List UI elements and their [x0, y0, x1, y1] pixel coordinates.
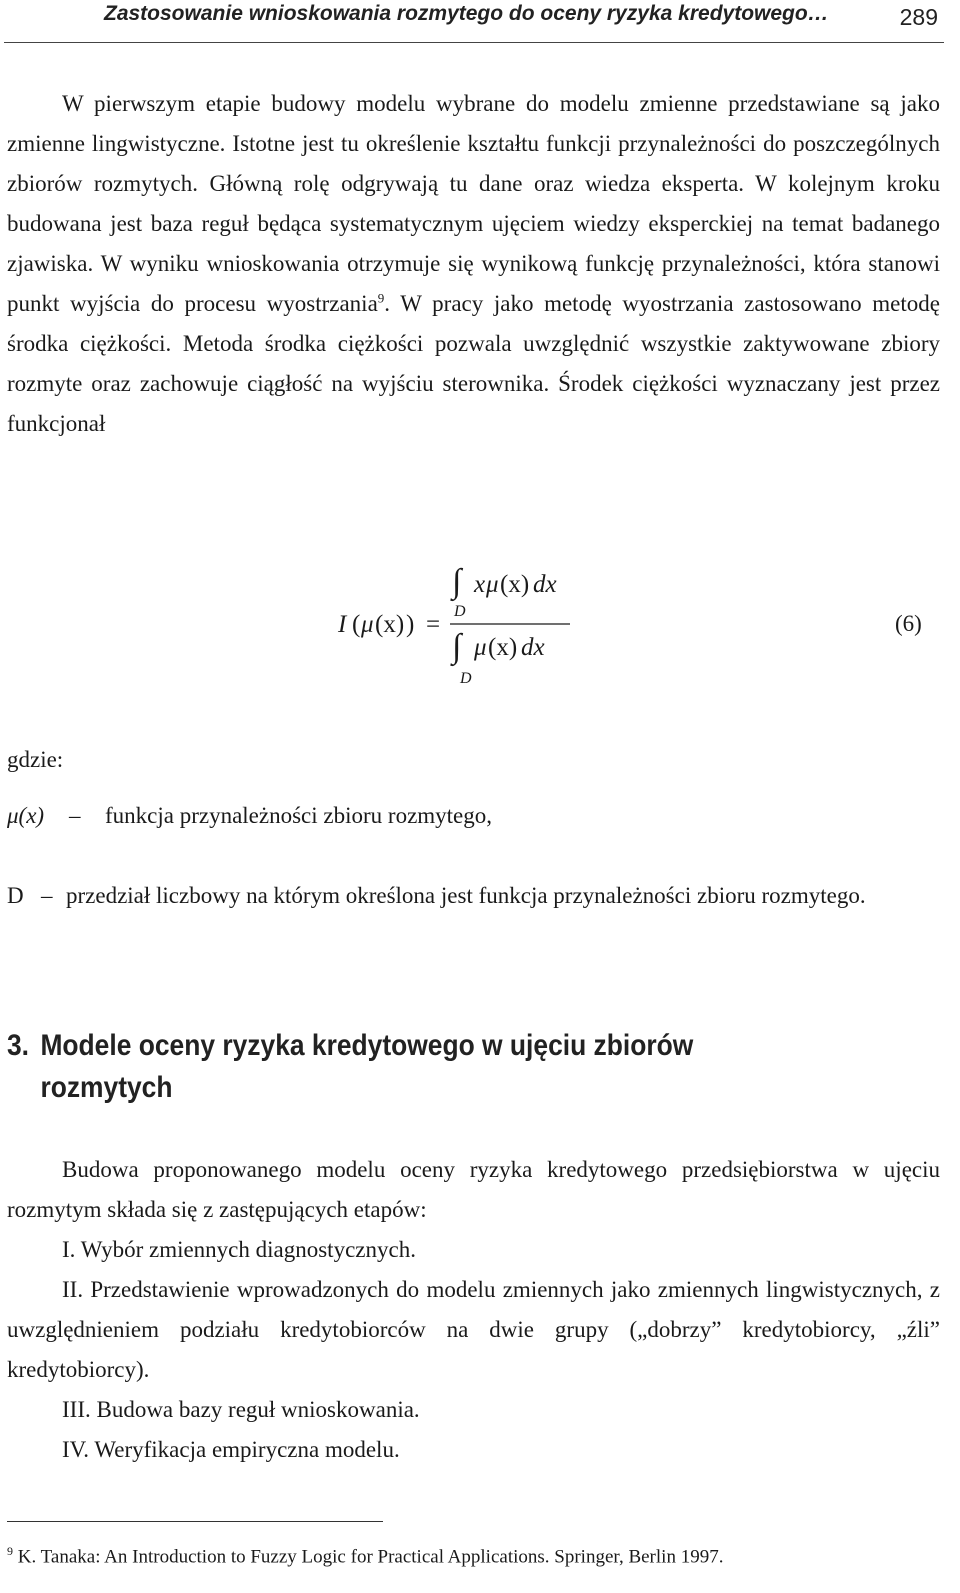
section-number: 3. [7, 1029, 30, 1062]
centroid-formula [330, 560, 610, 690]
step-item: II. Przedstawienie wprowadzonych do modelu zmiennych jako zmiennych lingwistycznych, z uwzględnieniem podziału kredytobiorców na dwie grupy („dobrzy” kredytobiorcy, „źli” kredytobiorcy). [7, 1277, 940, 1382]
footnote [7, 1537, 723, 1571]
formula-denominator-integral: ∫ [452, 628, 462, 665]
formula-lhs-I: I [338, 611, 347, 638]
section-title-line-2: rozmytych [40, 1071, 173, 1104]
footnote-text: K. Tanaka: An Introduction to Fuzzy Logic for Practical Applications. Springer, Berlin 1997. [13, 1546, 724, 1568]
formula-lhs-mu: μ [361, 611, 374, 638]
paragraph-fuzzy-model-stages [7, 84, 940, 444]
paragraph-text-part-2: . W pracy jako metodę wyostrzania zastosowano metodę środka ciężkości. Metoda środka ciężkości pozwala uwzględnić wszystkie zaktywowane zbiory rozmyte oraz zachowuje ciągłość na wyjściu sterownika. Środek ciężkości wyznaczany jest przez funkcjonał [7, 291, 940, 436]
step-item: I. Wybór zmiennych diagnostycznych. [62, 1237, 416, 1262]
formula-equals: = [426, 611, 441, 638]
header-rule [4, 42, 944, 43]
definition-symbol: μ(x) [7, 803, 45, 828]
step-item: III. Budowa bazy reguł wnioskowania. [62, 1397, 420, 1422]
definition-symbol: D [7, 883, 24, 908]
paragraph-text-part-1: W pierwszym etapie budowy modelu wybrane do modelu zmienne przedstawiane są jako zmienne lingwistyczne. Istotne jest tu określenie kształtu funkcji przynależności do poszczególnych zbiorów rozmytych. Główną rolę odgrywają tu dane oraz wiedza eksperta. W kolejnym kroku budowana jest baza reguł będąca systematycznym ujęciem wiedzy eksperckiej na temat badanego zjawiska. W wyniku wnioskowania otrzymuje się wynikową funkcję przynależności, która stanowi punkt wyjścia do procesu wyostrzania [7, 91, 940, 316]
formula-lhs-open: ( [352, 611, 361, 638]
definition-dash: – [41, 883, 53, 908]
formula-numerator-mu: μ [486, 571, 499, 598]
section-intro-paragraph: Budowa proponowanego modelu oceny ryzyka kredytowego przedsiębiorstwa w ujęciu rozmytym składa się z zastępujących etapów: [7, 1157, 940, 1222]
section-heading [7, 1025, 799, 1109]
formula-denominator-arg: (x) [488, 634, 518, 661]
formula-numerator-dx: dx [533, 571, 557, 598]
definitions-intro: gdzie: [7, 747, 64, 772]
formula-lhs-arg: (x) [375, 611, 405, 638]
footnote-reference: 9 [377, 290, 385, 306]
footnote-rule [7, 1521, 383, 1522]
page-number: 289 [899, 4, 938, 30]
running-header-title: Zastosowanie wnioskowania rozmytego do oceny ryzyka kredytowego… [104, 2, 829, 25]
definition-dash: – [69, 803, 81, 828]
definition-mu [7, 796, 940, 836]
formula-denominator-mu: μ [474, 634, 487, 661]
formula-numerator-arg: (x) [500, 571, 530, 598]
definition-text: funkcja przynależności zbioru rozmytego, [105, 803, 493, 828]
formula-numerator-x: x [474, 571, 486, 598]
footnote-mark: 9 [7, 1544, 13, 1558]
formula-numerator-integral: ∫ [452, 563, 462, 600]
section-title-line-1: Modele oceny ryzyka kredytowego w ujęciu zbiorów [40, 1029, 694, 1062]
formula-lhs-close: ) [406, 611, 415, 638]
equation-number: (6) [895, 611, 922, 636]
formula-denominator-domain: D [460, 670, 472, 687]
definition-text: przedział liczbowy na którym określona jest funkcja przynależności zbioru rozmytego. [66, 883, 866, 908]
step-item: IV. Weryfikacja empiryczna modelu. [62, 1437, 400, 1462]
formula-denominator-dx: dx [521, 634, 545, 661]
formula-numerator-domain: D [454, 603, 466, 620]
definition-domain [7, 876, 940, 956]
